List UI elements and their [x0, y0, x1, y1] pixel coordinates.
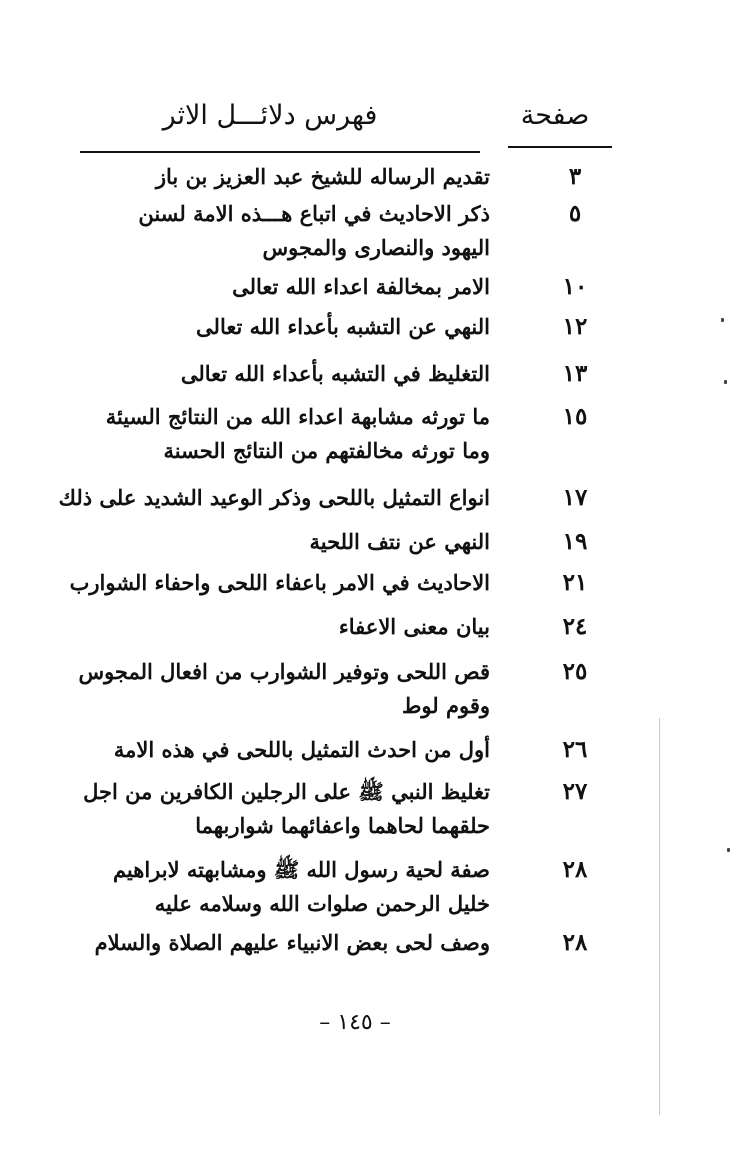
- index-entry: [70, 566, 630, 600]
- entry-title: [74, 197, 490, 265]
- index-entry: [70, 400, 630, 468]
- entry-title-line: بيان معنى الاعفاء: [338, 614, 490, 639]
- entry-title-line: النهي عن التشبه بأعداء الله تعالى: [196, 314, 490, 339]
- entry-title-line: تغليظ النبي ﷺ على الرجلين الكافرين من اجل: [83, 779, 490, 804]
- entry-title: [74, 853, 490, 921]
- index-entry: [70, 926, 630, 960]
- entry-title: [74, 270, 490, 304]
- index-entry: [70, 655, 630, 723]
- index-entry: [70, 525, 630, 559]
- page-column-underline: [508, 146, 612, 148]
- entry-title: [74, 310, 490, 344]
- index-entry: [70, 853, 630, 921]
- entry-title-line: ذكر الاحاديث في اتباع هـــذه الامة لسنن: [138, 201, 490, 226]
- index-entry: [70, 610, 630, 644]
- scan-speck: [727, 848, 730, 852]
- entry-title: [74, 926, 490, 960]
- entry-title: [74, 160, 490, 194]
- entry-title: [74, 400, 490, 468]
- entry-page-number: ١٩: [562, 528, 588, 555]
- entry-page-number: ٢٨: [562, 929, 588, 956]
- entry-title-line: انواع التمثيل باللحى وذكر الوعيد الشديد على ذلك: [58, 485, 490, 510]
- entry-title-line: النهي عن نتف اللحية: [309, 529, 490, 554]
- title-underline: [80, 151, 480, 153]
- entry-title: [69, 566, 490, 600]
- entry-title: [74, 733, 490, 767]
- entry-page-number: ٢٦: [562, 736, 588, 763]
- entry-page-number: ٥: [568, 200, 582, 227]
- entry-page-number: ١٣: [562, 360, 588, 387]
- entry-page-number: ٣: [568, 163, 582, 190]
- entry-title: [74, 655, 490, 723]
- entry-title-line: أول من احدث التمثيل باللحى في هذه الامة: [113, 737, 490, 762]
- index-entry: [70, 733, 630, 767]
- entry-title: [74, 775, 490, 843]
- entry-page-number: ٢٧: [562, 778, 588, 805]
- index-entry: [70, 775, 630, 843]
- entry-page-number: ٢٨: [562, 856, 588, 883]
- entry-title-line: وما تورثه مخالفتهم من النتائج الحسنة: [163, 438, 490, 463]
- scan-speck: [724, 380, 727, 384]
- entry-title: [58, 481, 490, 515]
- entry-title-line: ما تورثه مشابهة اعداء الله من النتائج السيئة: [105, 404, 490, 429]
- entry-title-line: قص اللحى وتوفير الشوارب من افعال المجوس: [78, 659, 490, 684]
- index-entry: [58, 481, 630, 515]
- entry-title-line: وقوم لوط: [401, 693, 490, 718]
- entry-page-number: ١٥: [562, 403, 588, 430]
- entry-title-line: حلقهما لحاهما واعفائهما شواربهما: [195, 813, 490, 838]
- index-entry: [70, 270, 630, 304]
- entry-title: [74, 357, 490, 391]
- entry-page-number: ٢١: [562, 569, 588, 596]
- entry-title-line: وصف لحى بعض الانبياء عليهم الصلاة والسلام: [94, 930, 490, 955]
- entry-page-number: ١٠: [562, 273, 588, 300]
- index-entry: [70, 197, 630, 265]
- entry-title-line: اليهود والنصارى والمجوس: [262, 235, 490, 260]
- entry-title-line: الاحاديث في الامر باعفاء اللحى واحفاء الشوارب: [69, 570, 490, 595]
- entry-page-number: ١٢: [562, 313, 588, 340]
- margin-line: [659, 718, 660, 1115]
- entry-title-line: تقديم الرساله للشيخ عبد العزيز بن باز: [155, 164, 490, 189]
- entry-title-line: الامر بمخالفة اعداء الله تعالى: [232, 274, 490, 299]
- index-entry: [70, 357, 630, 391]
- entry-page-number: ١٧: [562, 484, 588, 511]
- entry-title-line: صفة لحية رسول الله ﷺ ومشابهته لابراهيم: [112, 857, 490, 882]
- entry-page-number: ٢٥: [562, 658, 588, 685]
- index-entry: [70, 310, 630, 344]
- index-entry: [70, 160, 630, 194]
- entry-title: [74, 525, 490, 559]
- entry-title-line: التغليظ في التشبه بأعداء الله تعالى: [180, 361, 490, 386]
- entry-title-line: خليل الرحمن صلوات الله وسلامه عليه: [154, 891, 490, 916]
- entry-page-number: ٢٤: [562, 613, 588, 640]
- entry-title: [74, 610, 490, 644]
- page-column-heading: صفحة: [520, 100, 590, 131]
- index-title: فهرس دلائـــل الاثر: [162, 100, 378, 131]
- page-number: – ١٤٥ –: [319, 1010, 391, 1035]
- scan-speck: [721, 318, 724, 322]
